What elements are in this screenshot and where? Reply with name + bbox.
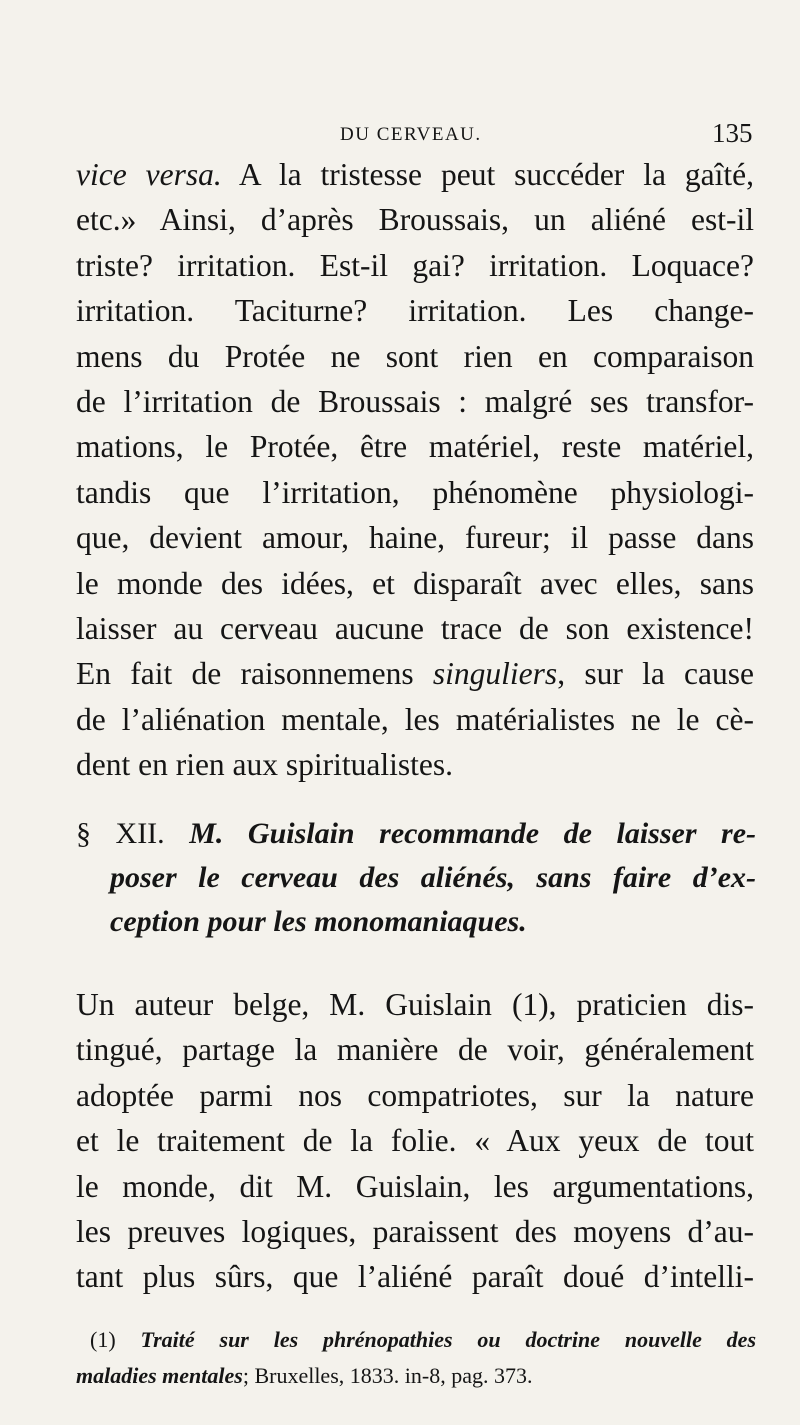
text-line: adoptée parmi nos compatriotes, sur la nature	[76, 1077, 754, 1113]
text-line: tant plus sûrs, que l’aliéné paraît doué d’intelli-	[76, 1259, 754, 1295]
text-line: le monde des idées, et disparaît avec elles, sans	[76, 565, 754, 601]
text-line: etc.» Ainsi, d’après Broussais, un aliéné est-il	[76, 202, 754, 238]
text-line: les preuves logiques, paraissent des moyens d’au-	[76, 1213, 754, 1249]
footnote-title: maladies mentales	[76, 1363, 243, 1388]
paragraph-2	[76, 982, 754, 1300]
footnote-citation: ; Bruxelles, 1833. in-8, pag. 373.	[242, 1363, 533, 1388]
page-number: 135	[712, 118, 753, 148]
text-run: , sur la cause	[557, 656, 755, 692]
text-line: que, devient amour, haine, fureur; il passe dans	[76, 520, 754, 556]
text-line: dent en rien aux spiritualistes.	[76, 747, 454, 783]
italic-phrase: singuliers	[432, 656, 558, 692]
text-line: laisser au cerveau aucune trace de son existence!	[76, 610, 754, 646]
footnote-marker: (1)	[90, 1327, 116, 1352]
heading-line: ception pour les monomaniaques.	[110, 905, 527, 938]
section-heading	[76, 812, 756, 944]
paragraph-1	[76, 152, 754, 787]
text-line	[76, 651, 754, 696]
heading-line	[76, 812, 756, 856]
text-line: mations, le Protée, être matériel, reste matériel,	[76, 429, 754, 465]
heading-line: poser le cerveau des aliénés, sans faire d’ex-	[110, 861, 756, 894]
section-number: § XII.	[76, 817, 165, 850]
italic-phrase: vice versa.	[76, 157, 222, 192]
running-title: DU CERVEAU.	[340, 124, 482, 145]
footnote-line	[76, 1358, 756, 1394]
text-line	[76, 152, 754, 197]
text-line: triste? irritation. Est-il gai? irritation. Loquace?	[76, 247, 754, 283]
text-line: irritation. Taciturne? irritation. Les change-	[76, 293, 754, 329]
text-line: tandis que l’irritation, phénomène physiologi-	[76, 474, 754, 510]
text-line: et le traitement de la folie. « Aux yeux de tout	[76, 1123, 754, 1159]
footnote	[76, 1322, 756, 1394]
text-line: de l’aliénation mentale, les matérialistes ne le cè-	[76, 701, 754, 737]
footnote-title: Traité sur les phrénopathies ou doctrine nouvelle des	[140, 1327, 757, 1352]
text-line: Un auteur belge, M. Guislain (1), praticien dis-	[76, 987, 754, 1022]
text-line: tingué, partage la manière de voir, généralement	[76, 1032, 754, 1068]
footnote-line	[76, 1322, 756, 1358]
text-run: En fait de raisonnemens	[76, 656, 433, 692]
text-line: de l’irritation de Broussais : malgré ses transfor-	[76, 383, 754, 419]
text-line: le monde, dit M. Guislain, les argumentations,	[76, 1168, 754, 1204]
page-header	[0, 112, 800, 152]
text-line: mens du Protée ne sont rien en comparaison	[76, 338, 754, 374]
text-run: A la tristesse peut succéder la gaîté,	[221, 157, 754, 192]
heading-text: M. Guislain recommande de laisser re-	[189, 817, 756, 850]
